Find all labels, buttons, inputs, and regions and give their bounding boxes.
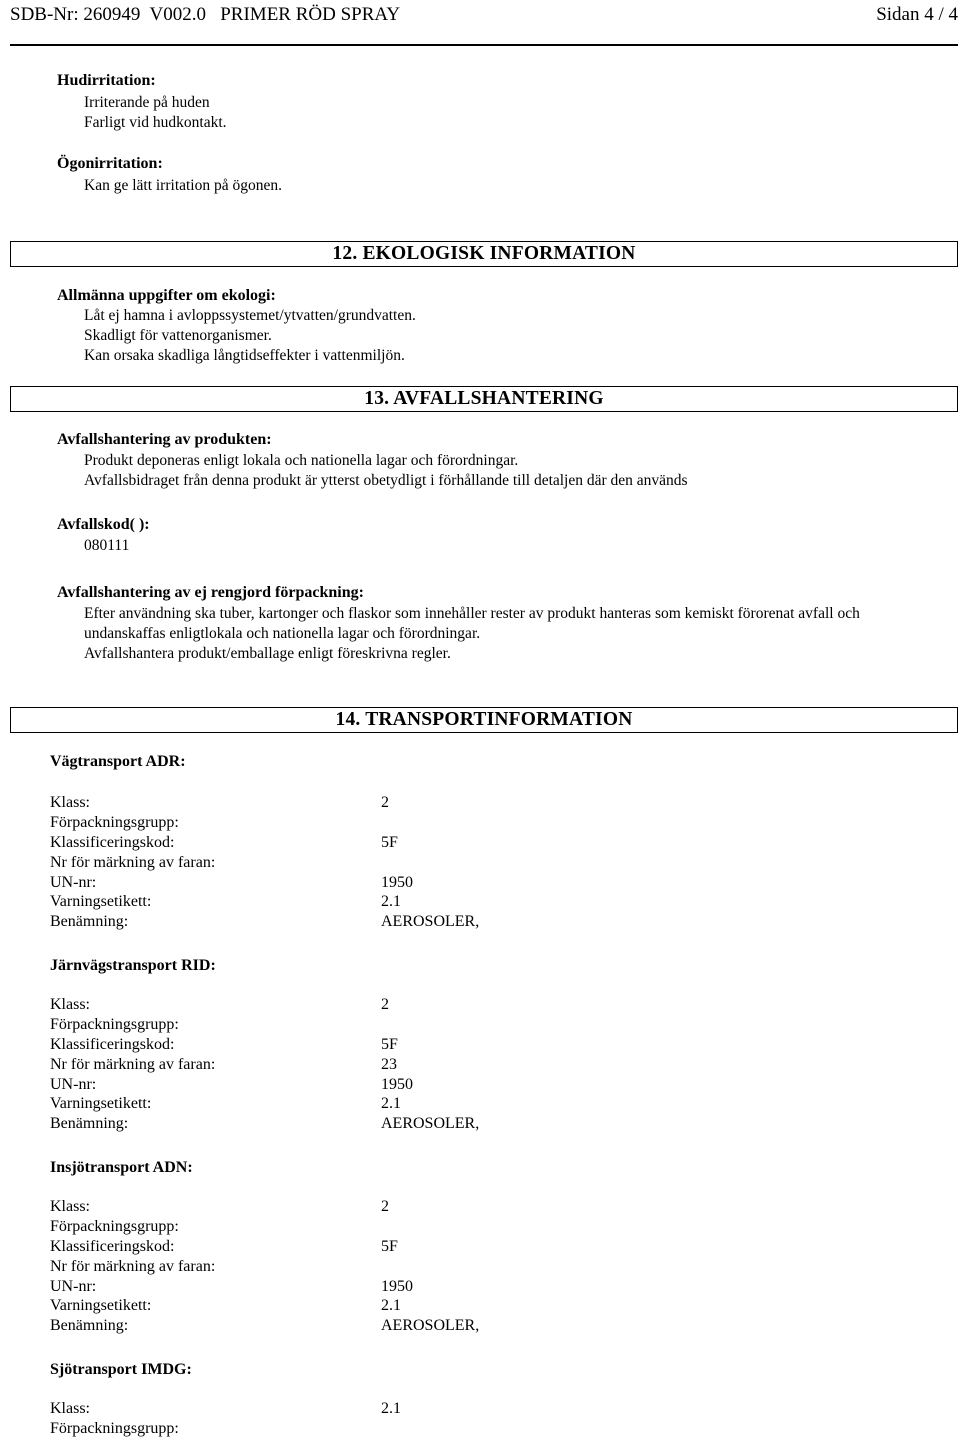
transport-value: 2 [381,996,389,1013]
transport-value: 1950 [381,874,413,891]
rid-title: Järnvägstransport RID: [50,957,216,974]
ecology-line: Kan orsaka skadliga långtidseffekter i vattenmiljön. [84,347,405,364]
transport-key: Benämning: [50,913,129,930]
waste-code-label: Avfallskod( ): [57,516,150,533]
document-id: SDB-Nr: 260949 V002.0 PRIMER RÖD SPRAY [10,4,401,25]
transport-key: Förpackningsgrupp: [50,1016,179,1033]
transport-key: Nr för märkning av faran: [50,1056,216,1073]
eye-irritation-label: Ögonirritation: [57,155,163,172]
transport-value: 23 [381,1056,397,1073]
section-14-title: 14. TRANSPORTINFORMATION [335,709,633,730]
skin-irritation-line: Farligt vid hudkontakt. [84,114,227,131]
ecology-line: Skadligt för vattenorganismer. [84,327,272,344]
transport-key: Klass: [50,1198,90,1215]
transport-key: Nr för märkning av faran: [50,1258,216,1275]
skin-irritation-label: Hudirritation: [57,72,156,89]
packaging-disposal-line: Efter användning ska tuber, kartonger och flaskor som innehåller rester av produkt hanteras som kemiskt förorenat avfall och [84,605,860,622]
transport-key: Förpackningsgrupp: [50,1420,179,1437]
transport-key: Klassificeringskod: [50,1036,175,1053]
ecology-line: Låt ej hamna i avloppssystemet/ytvatten/grundvatten. [84,307,416,324]
section-14-header [10,707,958,733]
skin-irritation-line: Irriterande på huden [84,94,210,111]
transport-value: 5F [381,1036,398,1053]
product-disposal-label: Avfallshantering av produkten: [57,431,272,448]
section-13-title: 13. AVFALLSHANTERING [364,388,604,409]
transport-value: AEROSOLER, [381,913,480,930]
packaging-disposal-line: Avfallshantera produkt/emballage enligt föreskrivna regler. [84,645,451,662]
transport-value: 1950 [381,1278,413,1295]
transport-value: 2.1 [381,893,401,910]
transport-value: AEROSOLER, [381,1115,480,1132]
packaging-disposal-label: Avfallshantering av ej rengjord förpackning: [57,584,364,601]
packaging-disposal-line: undanskaffas enligtlokala och nationella lagar och förordningar. [84,625,481,642]
transport-key: Varningsetikett: [50,1095,152,1112]
transport-key: Klassificeringskod: [50,1238,175,1255]
adn-title: Insjötransport ADN: [50,1159,193,1176]
header-divider [10,44,958,46]
transport-key: Förpackningsgrupp: [50,1218,179,1235]
transport-value: 2.1 [381,1095,401,1112]
transport-value: 2.1 [381,1400,401,1417]
transport-value: 5F [381,834,398,851]
transport-key: Varningsetikett: [50,893,152,910]
transport-key: Varningsetikett: [50,1297,152,1314]
eye-irritation-line: Kan ge lätt irritation på ögonen. [84,177,282,194]
transport-key: Benämning: [50,1317,129,1334]
transport-value: 5F [381,1238,398,1255]
transport-key: Nr för märkning av faran: [50,854,216,871]
transport-value: 2 [381,794,389,811]
transport-key: UN-nr: [50,874,97,891]
transport-key: Klass: [50,1400,90,1417]
transport-value: AEROSOLER, [381,1317,480,1334]
ecology-general-label: Allmänna uppgifter om ekologi: [57,287,276,304]
page-number: Sidan 4 / 4 [876,4,958,25]
transport-key: Förpackningsgrupp: [50,814,179,831]
section-13-header [10,386,958,412]
transport-key: Klassificeringskod: [50,834,175,851]
transport-value: 2 [381,1198,389,1215]
transport-key: Klass: [50,794,90,811]
page-header [10,4,958,26]
transport-key: UN-nr: [50,1278,97,1295]
waste-code-value: 080111 [84,537,130,554]
transport-value: 1950 [381,1076,413,1093]
transport-value: 2.1 [381,1297,401,1314]
adr-title: Vägtransport ADR: [50,753,186,770]
section-12-title: 12. EKOLOGISK INFORMATION [332,243,636,264]
product-disposal-line: Produkt deponeras enligt lokala och nationella lagar och förordningar. [84,452,519,469]
section-12-header [10,241,958,267]
imdg-title: Sjötransport IMDG: [50,1361,192,1378]
transport-key: Klass: [50,996,90,1013]
product-disposal-line: Avfallsbidraget från denna produkt är ytterst obetydligt i förhållande till detaljen där den används [84,472,688,489]
transport-key: Benämning: [50,1115,129,1132]
transport-key: UN-nr: [50,1076,97,1093]
